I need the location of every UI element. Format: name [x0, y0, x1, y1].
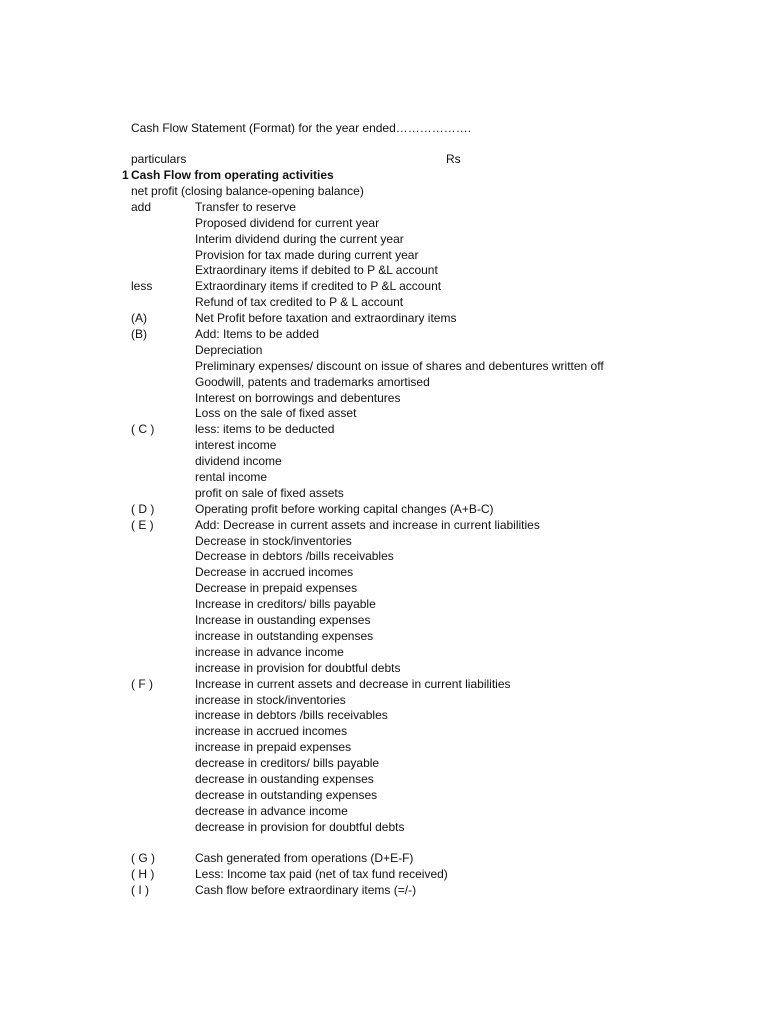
- row-text: rental income: [195, 470, 268, 485]
- row-label: ( F ): [131, 676, 153, 691]
- statement-row: [0, 772, 768, 788]
- statement-row: [0, 375, 768, 391]
- row-text: Preliminary expenses/ discount on issue of shares and debentures written off: [195, 358, 604, 373]
- row-text: interest income: [195, 438, 277, 453]
- section-title: Cash Flow from operating activities: [131, 168, 334, 182]
- statement-row: [0, 263, 768, 279]
- statement-title: Cash Flow Statement (Format) for the year ended……………….: [131, 121, 472, 135]
- row-text: Decrease in prepaid expenses: [195, 581, 358, 596]
- statement-row: [0, 470, 768, 486]
- row-text: Extraordinary items if debited to P &L account: [195, 263, 438, 278]
- statement-row: [0, 724, 768, 740]
- statement-row: [0, 232, 768, 248]
- row-text: Increase in oustanding expenses: [195, 613, 371, 628]
- statement-row: [0, 613, 768, 629]
- row-text: increase in advance income: [195, 644, 344, 659]
- statement-row: [0, 279, 768, 295]
- statement-row: [0, 391, 768, 407]
- row-text: increase in debtors /bills receivables: [195, 708, 388, 723]
- row-text: dividend income: [195, 454, 282, 469]
- row-label: (B): [131, 327, 147, 342]
- row-text: Add: Decrease in current assets and increase in current liabilities: [195, 517, 540, 532]
- statement-row: [0, 486, 768, 502]
- statement-row: [0, 311, 768, 327]
- statement-row: [0, 534, 768, 550]
- statement-row: [0, 422, 768, 438]
- statement-row: [0, 518, 768, 534]
- row-text: Increase in current assets and decrease in current liabilities: [195, 676, 511, 691]
- row-text: Interest on borrowings and debentures: [195, 390, 401, 405]
- statement-row: [0, 661, 768, 677]
- row-text: Cash flow before extraordinary items (=/-): [195, 883, 417, 898]
- statement-row: [0, 565, 768, 581]
- row-text: decrease in creditors/ bills payable: [195, 756, 380, 771]
- row-label: ( I ): [131, 883, 149, 898]
- row-text: Less: Income tax paid (net of tax fund received): [195, 867, 448, 882]
- row-text: Proposed dividend for current year: [195, 215, 380, 230]
- statement-row: [0, 295, 768, 311]
- statement-row: [0, 708, 768, 724]
- row-label: add: [131, 199, 152, 214]
- spacer-row: [0, 836, 768, 852]
- statement-row: [0, 581, 768, 597]
- statement-row: [0, 645, 768, 661]
- statement-rows: [0, 184, 768, 899]
- row-text: Depreciation: [195, 342, 263, 357]
- statement-row: [0, 883, 768, 899]
- statement-row: [0, 184, 768, 200]
- statement-row: [0, 804, 768, 820]
- statement-row: [0, 597, 768, 613]
- row-text: Decrease in accrued incomes: [195, 565, 354, 580]
- statement-row: [0, 629, 768, 645]
- statement-row: [0, 359, 768, 375]
- row-text: increase in prepaid expenses: [195, 740, 352, 755]
- statement-row: [0, 343, 768, 359]
- row-label: less: [131, 279, 153, 294]
- row-text: Provision for tax made during current year: [195, 247, 419, 262]
- row-label: ( D ): [131, 501, 155, 516]
- row-label: ( E ): [131, 517, 154, 532]
- row-text: net profit (closing balance-opening balance): [131, 184, 364, 198]
- statement-row: [0, 454, 768, 470]
- column-header-particulars: particulars: [131, 152, 187, 166]
- row-text: Operating profit before working capital changes (A+B-C): [195, 501, 494, 516]
- row-label: ( C ): [131, 422, 155, 437]
- row-label: ( H ): [131, 867, 155, 882]
- row-text: Decrease in stock/inventories: [195, 533, 352, 548]
- row-text: Refund of tax credited to P & L account: [195, 295, 404, 310]
- row-text: Goodwill, patents and trademarks amortised: [195, 374, 430, 389]
- statement-row: [0, 788, 768, 804]
- row-text: increase in outstanding expenses: [195, 628, 374, 643]
- row-label: ( G ): [131, 851, 155, 866]
- statement-row: [0, 248, 768, 264]
- row-label: (A): [131, 311, 147, 326]
- row-text: Net Profit before taxation and extraordinary items: [195, 311, 457, 326]
- statement-row: [0, 216, 768, 232]
- row-text: less: items to be deducted: [195, 422, 335, 437]
- row-text: Loss on the sale of fixed asset: [195, 406, 357, 421]
- row-text: increase in stock/inventories: [195, 692, 346, 707]
- row-text: increase in provision for doubtful debts: [195, 660, 401, 675]
- row-text: decrease in advance income: [195, 803, 348, 818]
- statement-row: [0, 677, 768, 693]
- row-text: decrease in oustanding expenses: [195, 771, 374, 786]
- row-text: Extraordinary items if credited to P &L account: [195, 279, 442, 294]
- column-header-rs: Rs: [446, 152, 461, 166]
- row-text: profit on sale of fixed assets: [195, 485, 344, 500]
- statement-row: [0, 327, 768, 343]
- row-text: Increase in creditors/ bills payable: [195, 597, 376, 612]
- statement-row: [0, 438, 768, 454]
- statement-row: [0, 693, 768, 709]
- row-text: Cash generated from operations (D+E-F): [195, 851, 414, 866]
- row-text: Interim dividend during the current year: [195, 231, 404, 246]
- statement-row: [0, 549, 768, 565]
- statement-row: [0, 867, 768, 883]
- row-text: decrease in outstanding expenses: [195, 787, 378, 802]
- statement-row: [0, 851, 768, 867]
- section-number: 1: [122, 168, 129, 182]
- statement-row: [0, 756, 768, 772]
- row-text: Add: Items to be added: [195, 327, 320, 342]
- statement-row: [0, 740, 768, 756]
- row-text: decrease in provision for doubtful debts: [195, 819, 405, 834]
- statement-row: [0, 820, 768, 836]
- row-text: increase in accrued incomes: [195, 724, 348, 739]
- statement-row: [0, 406, 768, 422]
- statement-row: [0, 200, 768, 216]
- row-text: Decrease in debtors /bills receivables: [195, 549, 394, 564]
- statement-row: [0, 502, 768, 518]
- row-text: Transfer to reserve: [195, 199, 296, 214]
